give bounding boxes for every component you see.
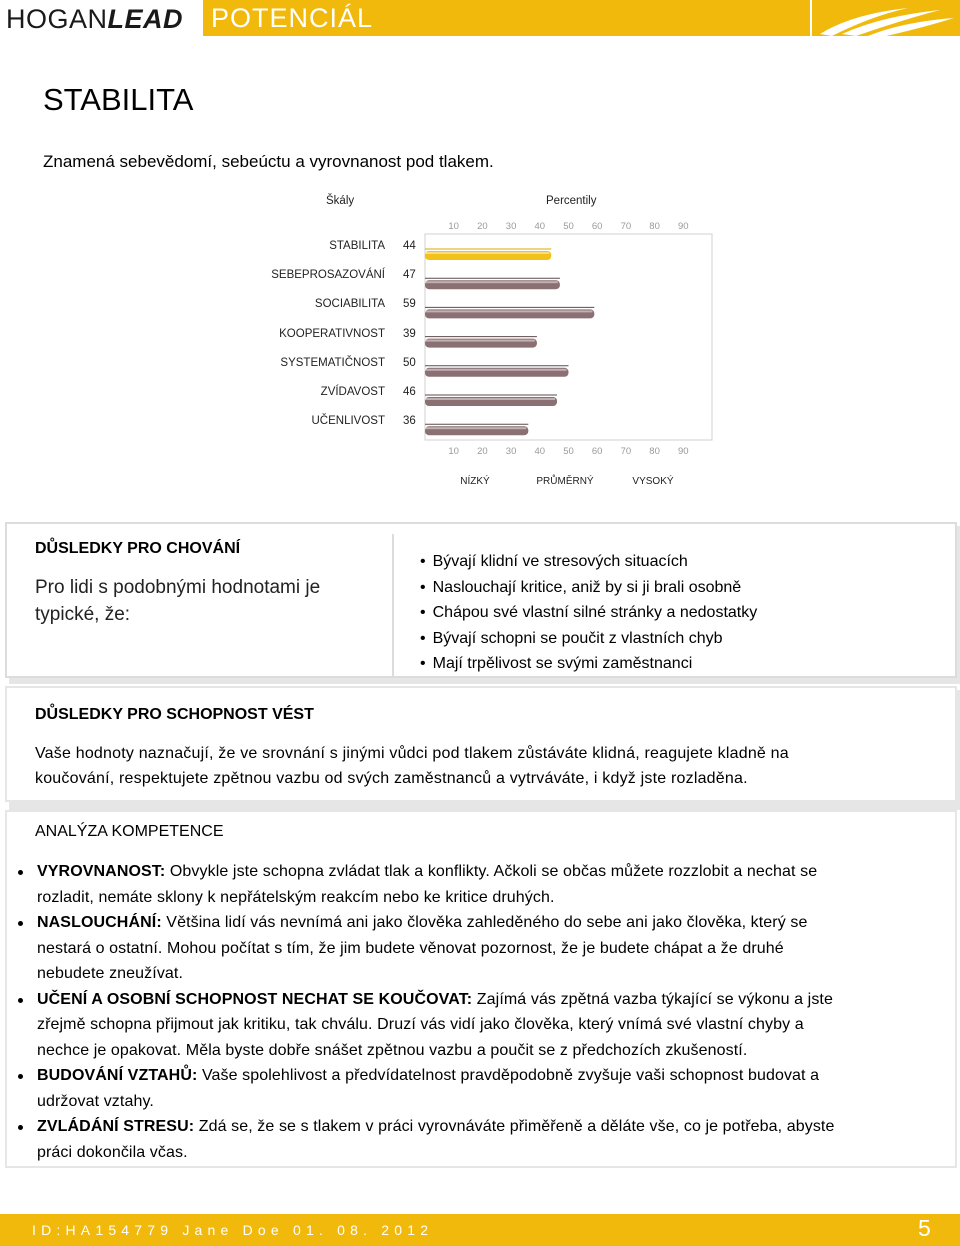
leadership-box (5, 686, 957, 802)
scale-label: SOCIABILITA (314, 298, 385, 311)
band-label: PRŮMĚRNÝ (536, 476, 594, 487)
competence-line (37, 1012, 947, 1038)
competence-line (37, 987, 947, 1013)
competence-text: nestará o ostatní. Mohou počítat s tím, že jim budete věnovat pozornost, že je budete chápat a že druhé (37, 939, 784, 957)
competence-line (37, 859, 947, 885)
tick-label-bottom: 90 (678, 446, 689, 457)
competence-line (37, 936, 947, 962)
competence-label: BUDOVÁNÍ VZTAHŮ: (37, 1067, 198, 1084)
page-number: 5 (918, 1215, 931, 1241)
scale-label: KOOPERATIVNOST (279, 327, 385, 340)
competence-line (37, 1140, 947, 1166)
tick-label-bottom: 10 (448, 446, 459, 457)
tick-label-top: 50 (563, 221, 574, 232)
value-label: 47 (403, 269, 416, 282)
competence-text: Většina lidí vás nevnímá ani jako člověka zahleděného do sebe ani jako člověka, který se (161, 914, 808, 931)
competence-text: rozladit, nemáte sklony k nepřátelským reakcím nebo ke kritice druhých. (37, 888, 555, 906)
bar (425, 307, 594, 318)
bar (425, 395, 557, 406)
tick-label-bottom: 40 (534, 446, 546, 457)
bar (425, 278, 560, 289)
competence-text: Obvykle jste schopna zvládat tlak a konflikty. Ačkoli se občas můžete rozzlobit a nechat se (165, 863, 818, 880)
competence-line (37, 1063, 947, 1089)
value-label: 44 (403, 240, 416, 252)
chart-plot (0, 190, 960, 500)
bar (425, 249, 551, 260)
tick-label-bottom: 50 (563, 446, 574, 457)
leadership-text (35, 741, 945, 791)
scale-label: STABILITA (329, 240, 385, 252)
competence-list (17, 859, 947, 1165)
scale-label: SEBEPROSAZOVÁNÍ (271, 269, 385, 282)
competence-heading: ANALÝZA KOMPETENCE (35, 823, 224, 840)
tick-label-bottom: 20 (477, 446, 488, 457)
tick-label-bottom: 70 (620, 446, 632, 457)
bar (425, 366, 569, 377)
footer-report-id: ID:HA154779 Jane Doe 01. 08. 2012 (32, 1222, 434, 1238)
competence-item (17, 910, 947, 987)
competence-line (37, 1114, 947, 1140)
competence-text: Vaše spolehlivost a předvídatelnost pravděpodobně zvyšuje vaši schopnost budovat a (197, 1067, 820, 1084)
behavior-divider (392, 534, 394, 676)
tick-label-top: 20 (477, 221, 488, 232)
brand-name: HOGAN (6, 4, 108, 34)
page-subtitle: Znamená sebevědomí, sebeúctu a vyrovnanost pod tlakem. (43, 152, 494, 171)
percentiles-column-header: Percentily (546, 195, 597, 207)
bar (425, 337, 537, 348)
competence-line (37, 885, 947, 911)
tick-label-bottom: 80 (649, 446, 660, 457)
competence-item (17, 859, 947, 910)
competence-text: nechce je opakovat. Měla byste dobře snášet zpětnou vazbu a poučit se z předchozích zkušeností. (37, 1041, 748, 1059)
competence-text: Zdá se, že se s tlakem v práci vyrovnáváte přiměřeně a děláte vše, co je potřeba, abyste (194, 1118, 835, 1135)
competence-line (37, 961, 947, 987)
tick-label-top: 80 (649, 221, 660, 232)
competence-text: Zajímá vás zpětná vazba týkající se výkonu a jste (472, 990, 833, 1008)
competence-text: udržovat vztahy. (37, 1092, 154, 1110)
competence-text: zřejmě schopna přijmout jak kritiku, tak chválu. Druzí vás vidí jako člověka, který vnímá své vlastní chyby a (37, 1016, 804, 1033)
behavior-bullet: • Bývají schopni se poučit z vlastních chyb (420, 626, 757, 652)
scale-label: SYSTEMATIČNOST (280, 356, 385, 369)
bar (425, 424, 528, 435)
value-label: 39 (403, 327, 416, 340)
percentile-chart (0, 190, 960, 500)
scale-label: UČENLIVOST (311, 415, 385, 428)
tick-label-bottom: 60 (591, 446, 603, 457)
tick-label-top: 90 (678, 221, 689, 232)
competence-label: UČENÍ A OSOBNÍ SCHOPNOST NECHAT SE KOUČOVAT: (37, 990, 473, 1008)
value-label: 36 (403, 415, 416, 428)
competence-label: NASLOUCHÁNÍ: (37, 914, 162, 931)
brand-logo (6, 0, 183, 38)
tick-label-top: 60 (591, 221, 603, 232)
competence-text: práci dokončila včas. (37, 1143, 188, 1161)
competence-item (17, 987, 947, 1064)
header-band (203, 0, 810, 36)
competence-text: nebudete zneužívat. (37, 965, 184, 982)
value-label: 59 (403, 298, 416, 311)
leadership-line-2: koučování, respektujete zpětnou vazbu od svých zaměstnanců a vytrváváte, i když jste rozladěna. (35, 770, 748, 787)
value-label: 46 (403, 386, 416, 398)
leadership-heading: DŮSLEDKY PRO SCHOPNOST VÉST (35, 706, 314, 723)
competence-line (37, 1089, 947, 1115)
tick-label-bottom: 30 (505, 446, 517, 457)
brand-name-bold: LEAD (107, 4, 184, 34)
hogan-swoosh-icon (812, 0, 960, 36)
behavior-bullet: • Bývají klidní ve stresových situacích (420, 549, 757, 575)
behavior-intro: Pro lidi s podobnými hodnotami je typické, že: (35, 577, 321, 625)
competence-item (17, 1114, 947, 1165)
competence-item (17, 1063, 947, 1114)
behavior-box (5, 522, 957, 678)
product-name: POTENCIÁL (211, 3, 374, 33)
band-label: VYSOKÝ (632, 476, 674, 487)
tick-label-top: 30 (505, 221, 517, 232)
competence-label: VYROVNANOST: (37, 863, 166, 880)
behavior-bullet: • Naslouchají kritice, aniž by si ji brali osobně (420, 575, 757, 601)
tick-label-top: 10 (448, 221, 459, 232)
band-label: NÍZKÝ (460, 476, 490, 487)
behavior-heading: DŮSLEDKY PRO CHOVÁNÍ (35, 540, 241, 557)
behavior-bullet: • Chápou své vlastní silné stránky a nedostatky (420, 600, 757, 626)
leadership-line-1: Vaše hodnoty naznačují, že ve srovnání s jinými vůdci pod tlakem zůstáváte klidná, reagujete kladně na (35, 745, 789, 762)
value-label: 50 (403, 356, 416, 369)
tick-label-top: 70 (620, 221, 632, 232)
competence-line (37, 1038, 947, 1064)
scale-label: ZVÍDAVOST (320, 386, 385, 398)
behavior-bullet-list (420, 549, 757, 677)
page-title: STABILITA (43, 82, 194, 117)
behavior-bullet: • Mají trpělivost se svými zaměstnanci (420, 651, 757, 677)
tick-label-top: 40 (534, 221, 546, 232)
competence-line (37, 910, 947, 936)
competence-label: ZVLÁDÁNÍ STRESU: (37, 1118, 195, 1135)
competence-box (5, 810, 957, 1168)
scales-column-header: Škály (326, 195, 355, 207)
